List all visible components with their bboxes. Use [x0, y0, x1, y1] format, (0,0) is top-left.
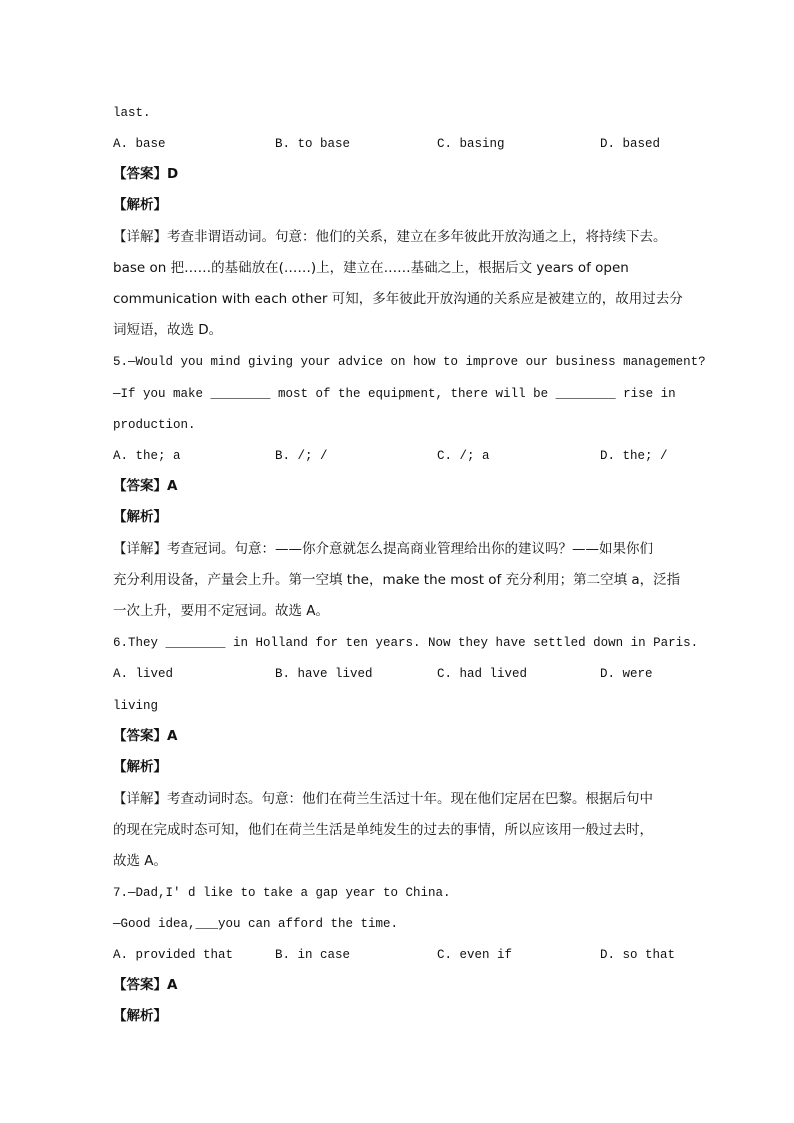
q5-stem: 5.—Would you mind giving your advice on how to improve our business management? [113, 355, 706, 369]
q5-option-b: B. /; / [275, 449, 328, 463]
q4-option-b: B. to base [275, 137, 351, 151]
q5-detail-line: 【详解】考查冠词。句意：——你介意就怎么提高商业管理给出你的建议吗？——如果你们 [113, 541, 653, 557]
q4-analysis-heading: 【解析】 [113, 197, 167, 213]
q7-stem: 7.—Dad,I' d like to take a gap year to China. [113, 886, 451, 900]
q7-analysis-heading: 【解析】 [113, 1008, 167, 1024]
q4-option-d: D. based [600, 137, 661, 151]
q6-option-d: D. were [600, 667, 653, 681]
q5-detail-line: 充分利用设备，产量会上升。第一空填 the，make the most of 充分利用；第二空填 a，泛指 [113, 572, 681, 588]
q6-detail-line: 【详解】考查动词时态。句意：他们在荷兰生活过十年。现在他们定居在巴黎。根据后句中 [113, 791, 653, 807]
q6-analysis-heading: 【解析】 [113, 759, 167, 775]
q5-answer: 【答案】A [113, 478, 178, 494]
q7-stem: —Good idea,___you can afford the time. [113, 917, 399, 931]
q6-option-b: B. have lived [275, 667, 373, 681]
q6-option-c: C. had lived [437, 667, 528, 681]
q4-detail-line: 【详解】考查非谓语动词。句意：他们的关系，建立在多年彼此开放沟通之上，将持续下去。 [113, 229, 667, 245]
q6-stem: 6.They ________ in Holland for ten years. Now they have settled down in Paris. [113, 636, 699, 650]
previous-question-tail: last. [113, 106, 151, 120]
q5-option-a: A. the; a [113, 449, 181, 463]
q6-answer: 【答案】A [113, 728, 178, 744]
q5-option-c: C. /; a [437, 449, 490, 463]
q6-detail-line: 的现在完成时态可知，他们在荷兰生活是单纯发生的过去的事情，所以应该用一般过去时， [113, 822, 653, 838]
q7-option-b: B. in case [275, 948, 351, 962]
q4-option-a: A. base [113, 137, 166, 151]
q4-detail-line: communication with each other 可知，多年彼此开放沟通的关系应是被建立的，故用过去分 [113, 291, 683, 307]
q5-analysis-heading: 【解析】 [113, 509, 167, 525]
q4-answer: 【答案】D [113, 166, 179, 182]
q5-option-d: D. the; / [600, 449, 668, 463]
q6-detail-line: 故选 A。 [113, 853, 168, 869]
q4-detail-line: 词短语，故选 D。 [113, 322, 223, 338]
q5-detail-line: 一次上升，要用不定冠词。故选 A。 [113, 603, 330, 619]
q4-detail-line: base on 把……的基础放在(……)上，建立在……基础之上，根据后文 years of open [113, 260, 629, 276]
q7-option-a: A. provided that [113, 948, 234, 962]
q7-option-c: C. even if [437, 948, 513, 962]
q5-stem: —If you make ________ most of the equipment, there will be ________ rise in [113, 387, 676, 401]
q6-option-d-wrap: living [113, 699, 159, 713]
q6-option-a: A. lived [113, 667, 174, 681]
q7-option-d: D. so that [600, 948, 676, 962]
q5-stem: production. [113, 418, 196, 432]
q4-option-c: C. basing [437, 137, 505, 151]
q7-answer: 【答案】A [113, 977, 178, 993]
